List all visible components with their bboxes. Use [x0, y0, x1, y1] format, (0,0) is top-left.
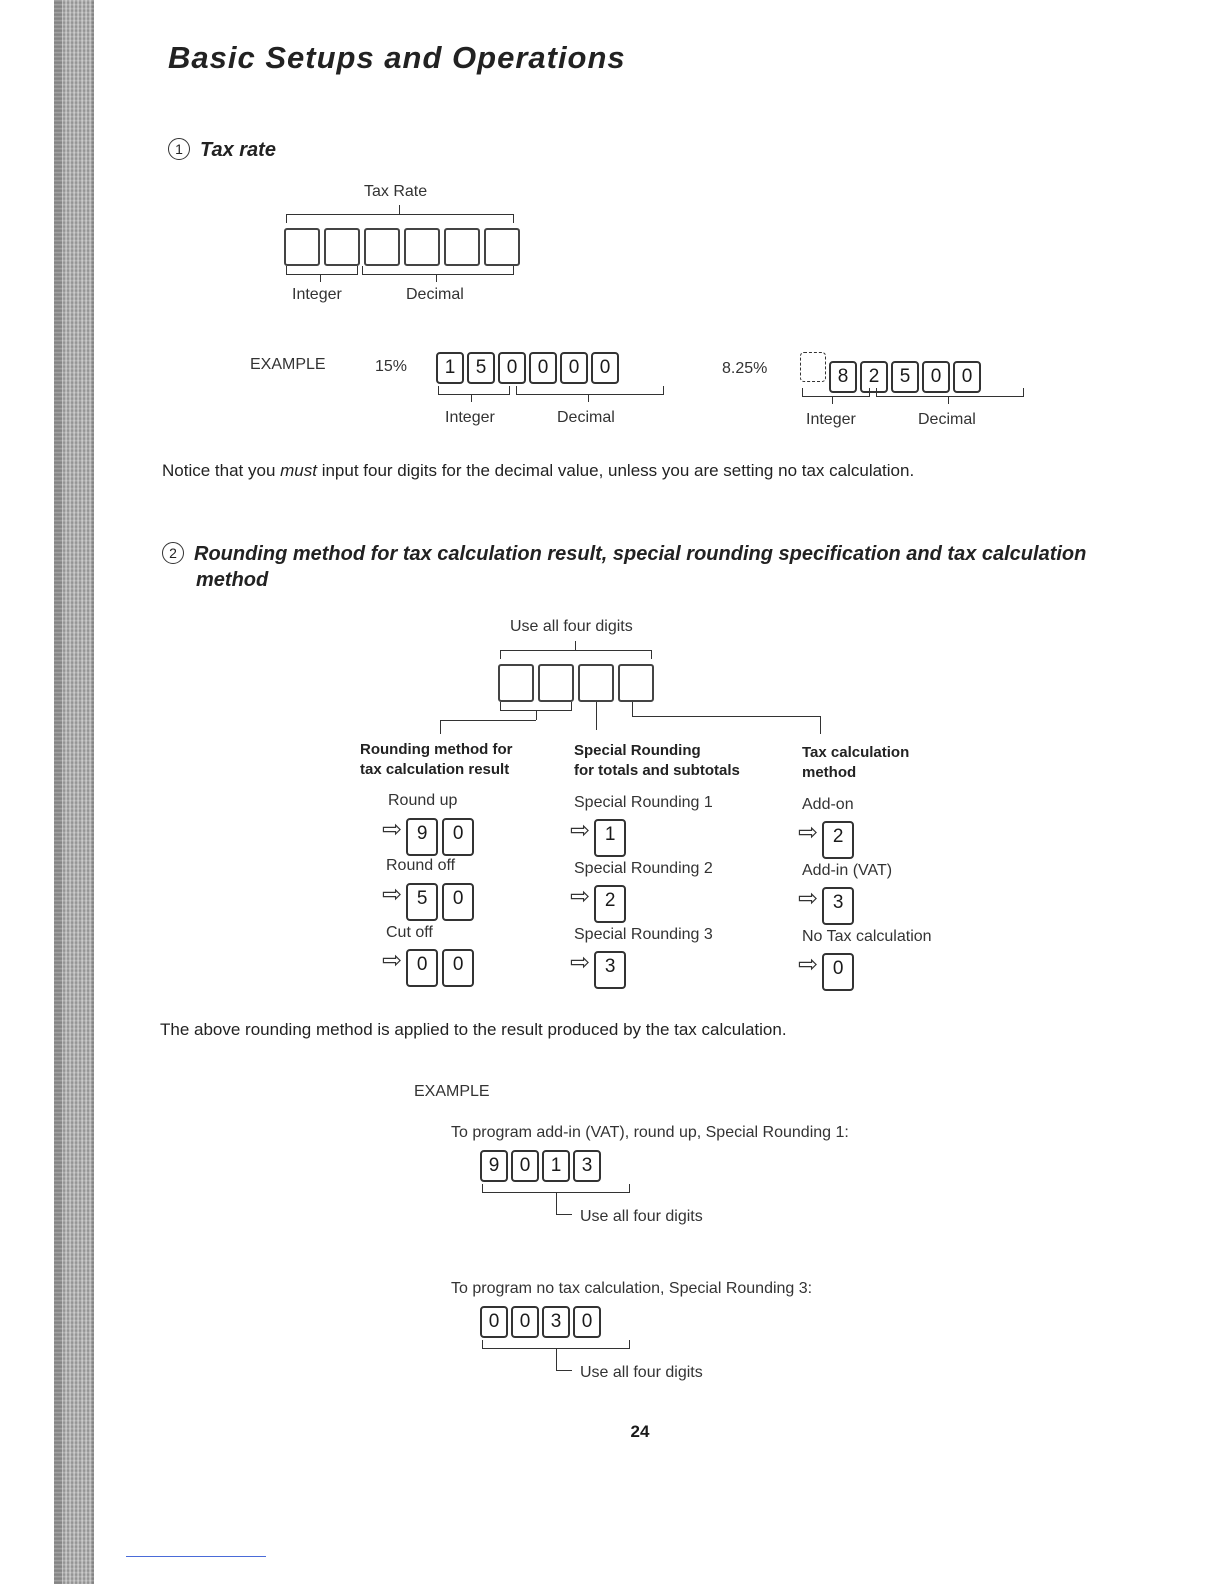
ex2-decimal-tick	[948, 396, 949, 404]
integer-bracket	[286, 266, 358, 275]
add-in-vat-key	[798, 884, 858, 925]
integer-tick	[320, 274, 321, 282]
ex1-integer-label: Integer	[445, 409, 495, 426]
key-digit: 0	[573, 1306, 601, 1338]
four-digit-bracket	[500, 650, 652, 659]
arrow-icon: ⇨	[798, 951, 819, 978]
digit-box	[364, 228, 400, 266]
tax-connector	[632, 702, 633, 716]
ex1-integer-tick	[471, 394, 472, 402]
example-vat-note: Use all four digits	[580, 1208, 703, 1225]
section-2-title-line2: method	[196, 569, 269, 591]
key-digit: 8	[829, 361, 857, 393]
key-digit: 5	[467, 352, 495, 384]
key-digit: 0	[442, 818, 474, 856]
key-digit: 1	[542, 1150, 570, 1182]
key-digit: 2	[594, 885, 626, 923]
arrow-icon: ⇨	[570, 949, 591, 976]
add-on-label: Add-on	[802, 796, 854, 813]
key-digit: 3	[822, 887, 854, 925]
special-rounding-3-label: Special Rounding 3	[574, 926, 713, 943]
four-digit-boxes	[498, 664, 658, 707]
special-rounding-2-label: Special Rounding 2	[574, 860, 713, 877]
example-no-tax-text: To program no tax calculation, Special Rounding 3:	[451, 1280, 813, 1297]
ex2-decimal-bracket	[876, 388, 1024, 397]
round-up-keys	[382, 815, 478, 856]
footer-rule	[126, 1556, 266, 1557]
arrow-icon: ⇨	[382, 947, 403, 974]
example-1-rate: 15%	[375, 358, 408, 375]
special-rounding-1-key	[570, 816, 630, 857]
key-digit: 9	[406, 818, 438, 856]
key-digit: 9	[480, 1150, 508, 1182]
ex1-decimal-label: Decimal	[557, 409, 615, 426]
ex2-integer-bracket	[802, 388, 870, 397]
digit-box	[618, 664, 654, 702]
key-digit: 0	[480, 1306, 508, 1338]
no-tax-key	[798, 950, 858, 991]
arrow-icon: ⇨	[798, 819, 819, 846]
page-number: 24	[630, 1422, 650, 1441]
tax-connector-h	[632, 716, 820, 717]
round-off-label: Round off	[386, 857, 456, 874]
ex2-integer-label: Integer	[806, 411, 856, 428]
round-up-label: Round up	[388, 792, 458, 809]
example-no-tax-keys	[480, 1306, 604, 1338]
special-rounding-2-key	[570, 882, 630, 923]
tax-rate-boxes	[284, 228, 524, 271]
col2-heading-line1: Special Rounding	[574, 742, 701, 759]
arrow-icon: ⇨	[570, 883, 591, 910]
example-vat-text: To program add-in (VAT), round up, Special Rounding 1:	[451, 1124, 849, 1141]
section-1-title: Tax rate	[200, 139, 276, 161]
col2-heading-line2: for totals and subtotals	[574, 762, 740, 779]
example-1-keys	[436, 352, 622, 384]
special-connector	[596, 702, 597, 730]
decimal-bracket	[362, 266, 514, 275]
cut-off-label: Cut off	[386, 924, 433, 941]
example-no-tax-note: Use all four digits	[580, 1364, 703, 1381]
digit-box	[284, 228, 320, 266]
digit-box	[324, 228, 360, 266]
rounding-connector-down	[440, 720, 441, 734]
ex2-integer-tick	[832, 396, 833, 404]
scan-binding-edge	[54, 0, 94, 1584]
four-digit-tick	[575, 641, 576, 650]
example-no-tax-pointer-h	[556, 1370, 572, 1371]
example-vat-keys	[480, 1150, 604, 1182]
key-digit: 1	[436, 352, 464, 384]
key-digit: 0	[922, 361, 950, 393]
key-digit: 0	[560, 352, 588, 384]
section-1-heading	[168, 138, 276, 162]
section-1-number: 1	[168, 138, 190, 160]
col3-heading-line2: method	[802, 764, 857, 781]
col2-heading	[574, 741, 740, 781]
key-digit: 0	[442, 949, 474, 987]
key-digit: 0	[498, 352, 526, 384]
digit-box	[538, 664, 574, 702]
section-2-number: 2	[162, 542, 184, 564]
no-tax-label: No Tax calculation	[802, 928, 932, 945]
ex2-decimal-label: Decimal	[918, 411, 976, 428]
use-all-digits-label: Use all four digits	[510, 618, 633, 635]
key-digit: 0	[529, 352, 557, 384]
digit-box	[578, 664, 614, 702]
example-vat-pointer-h	[556, 1214, 572, 1215]
key-digit: 0	[406, 949, 438, 987]
digit-box	[444, 228, 480, 266]
add-in-vat-label: Add-in (VAT)	[802, 862, 893, 879]
special-rounding-1-label: Special Rounding 1	[574, 794, 713, 811]
arrow-icon: ⇨	[798, 885, 819, 912]
key-digit: 5	[891, 361, 919, 393]
notice-text: Notice that you	[162, 461, 281, 480]
key-digit: 3	[573, 1150, 601, 1182]
tax-rate-bracket	[286, 214, 514, 223]
arrow-icon: ⇨	[570, 817, 591, 844]
notice-emphasis: must	[280, 461, 317, 480]
section-2-title-line1: Rounding method for tax calculation result, special rounding specification and tax calculation	[194, 543, 1087, 565]
key-digit: 1	[594, 819, 626, 857]
notice-text: input four digits for the decimal value, unless you are setting no tax calculation.	[316, 461, 915, 480]
add-on-key	[798, 818, 858, 859]
arrow-icon: ⇨	[382, 816, 403, 843]
example-label: EXAMPLE	[250, 356, 326, 373]
special-rounding-3-key	[570, 948, 630, 989]
key-digit: 2	[822, 821, 854, 859]
rounding-connector	[536, 710, 537, 720]
section-2-example-label: EXAMPLE	[414, 1083, 490, 1100]
tax-connector-down	[820, 716, 821, 734]
decimal-label: Decimal	[406, 286, 464, 303]
key-digit: 3	[594, 951, 626, 989]
key-digit: 0	[511, 1306, 539, 1338]
key-digit: 3	[542, 1306, 570, 1338]
ex1-decimal-bracket	[516, 386, 664, 395]
ex1-decimal-tick	[588, 394, 589, 402]
key-digit: 0	[511, 1150, 539, 1182]
example-2-rate: 8.25%	[722, 360, 768, 377]
key-digit: 5	[406, 883, 438, 921]
col3-heading	[802, 743, 909, 783]
example-2-keys	[800, 352, 984, 393]
decimal-notice	[162, 461, 914, 481]
example-no-tax-pointer	[556, 1348, 557, 1370]
rounding-connector-h	[440, 720, 536, 721]
key-digit: 0	[822, 953, 854, 991]
col1-heading-line2: tax calculation result	[360, 761, 510, 778]
cut-off-keys	[382, 946, 478, 987]
page-title: Basic Setups and Operations	[168, 40, 626, 75]
col1-heading	[360, 740, 512, 780]
ex1-integer-bracket	[438, 386, 510, 395]
rounding-applied-note: The above rounding method is applied to the result produced by the tax calculation.	[160, 1020, 787, 1039]
digit-box	[498, 664, 534, 702]
key-blank	[800, 352, 826, 382]
key-digit: 0	[591, 352, 619, 384]
example-vat-pointer	[556, 1192, 557, 1214]
round-off-keys	[382, 880, 478, 921]
digit-box	[404, 228, 440, 266]
integer-label: Integer	[292, 286, 342, 303]
tax-rate-bracket-tick	[399, 205, 400, 214]
arrow-icon: ⇨	[382, 881, 403, 908]
key-digit: 2	[860, 361, 888, 393]
decimal-tick	[436, 274, 437, 282]
tax-rate-label: Tax Rate	[364, 183, 428, 200]
col3-heading-line1: Tax calculation	[802, 744, 910, 761]
key-digit: 0	[953, 361, 981, 393]
section-2-heading	[162, 542, 1086, 566]
digit-box	[484, 228, 520, 266]
col1-heading-line1: Rounding method for	[360, 741, 513, 758]
key-digit: 0	[442, 883, 474, 921]
